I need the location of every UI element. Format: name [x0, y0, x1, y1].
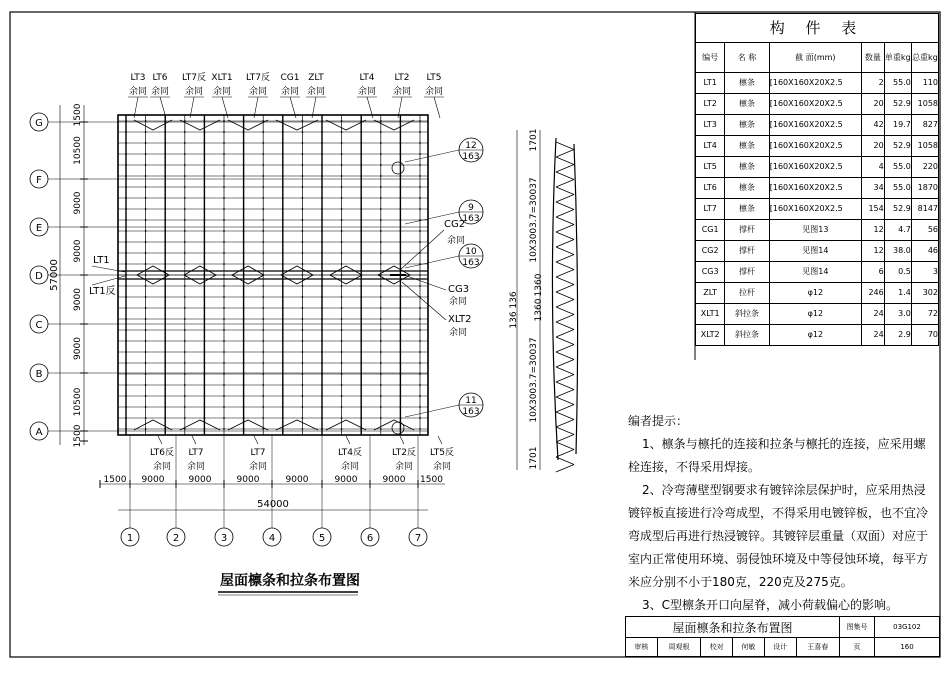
table-cell: 见图14: [769, 241, 861, 262]
table-cell: [160X160X20X2.5: [769, 94, 861, 115]
axis-bubble-7: 7: [414, 533, 422, 544]
component-table: [695, 13, 939, 346]
bottom-label-note: 余同: [432, 462, 452, 472]
table-cell: 见图13: [769, 220, 861, 241]
table-cell: 4.7: [884, 220, 911, 241]
table-cell: 302: [911, 283, 938, 304]
top-label: LT5: [426, 73, 442, 83]
axis-bubble-2: 2: [172, 533, 180, 544]
table-row: [696, 220, 939, 241]
callout-sheet: 163: [462, 214, 480, 224]
right-label-cg3-note: 余同: [449, 297, 468, 307]
bottom-label-note: 余同: [340, 462, 360, 472]
bottom-label-note: 余同: [186, 462, 206, 472]
table-cell: 72: [911, 304, 938, 325]
dim-left: 9000: [73, 288, 83, 311]
table-cell: 1.4: [884, 283, 911, 304]
table-cell: CG2: [696, 241, 725, 262]
table-cell: 4: [861, 157, 884, 178]
table-row: [696, 136, 939, 157]
table-cell: [160X160X20X2.5: [769, 178, 861, 199]
table-cell: 24: [861, 304, 884, 325]
axis-bubble-D: D: [35, 271, 43, 282]
note-item: 1、檩条与檩托的连接和拉条与檩托的连接，应采用螺栓连接，不得采用焊接。: [628, 437, 926, 474]
dim-bottom: 9000: [236, 475, 260, 485]
table-cell: ZLT: [696, 283, 725, 304]
table-row: [696, 304, 939, 325]
table-cell: LT2: [696, 94, 725, 115]
table-cell: 1058: [911, 94, 938, 115]
top-label: LT2: [394, 73, 410, 83]
col-header-id: 编号: [696, 43, 725, 73]
table-cell: 2: [861, 73, 884, 94]
top-label: LT7反: [246, 73, 270, 83]
table-cell: 42: [861, 115, 884, 136]
table-cell: 24: [861, 325, 884, 346]
truss-dim: 10X3003.7=30037: [529, 337, 539, 423]
table-row: [696, 157, 939, 178]
bottom-label: LT7: [188, 448, 204, 458]
table-cell: φ12: [769, 325, 861, 346]
dim-left: 9000: [73, 191, 83, 215]
right-label-xlt2-note: 余同: [449, 328, 468, 338]
table-row: [696, 73, 939, 94]
table-cell: 46: [911, 241, 938, 262]
table-cell: LT7: [696, 199, 725, 220]
page-label: 页: [840, 638, 875, 657]
table-cell: 70: [911, 325, 938, 346]
title-block-title: 屋面檩条和拉条布置图: [626, 617, 840, 638]
sign-name-design: 王喜春: [796, 638, 839, 657]
top-label: LT7反: [182, 73, 206, 83]
callout-number: 11: [465, 396, 477, 406]
bottom-label: LT2反: [392, 448, 416, 458]
table-cell: 檩条: [725, 178, 769, 199]
table-cell: 34: [861, 178, 884, 199]
table-cell: 1870: [911, 178, 938, 199]
dim-left-total: 57000: [49, 259, 60, 291]
table-cell: 55.0: [884, 157, 911, 178]
right-label-cg2: CG2: [444, 219, 466, 230]
table-cell: [160X160X20X2.5: [769, 199, 861, 220]
top-label: LT6: [152, 73, 168, 83]
dim-bottom: 1500: [420, 475, 443, 485]
note-item: 2、冷弯薄壁型钢要求有镀锌涂层保护时，应采用热浸镀锌板直接进行冷弯成型，不得采用电镀锌板，也不宜冷弯成型后再进行热浸镀锌。其镀锌层重量（双面）对应于室内正常使用环境、弱侵蚀环境及中等侵蚀环境，每平方米应分别不小于180克，220克及275克。: [628, 483, 929, 589]
dim-left: 1500: [73, 103, 83, 127]
table-cell: LT3: [696, 115, 725, 136]
callout-sheet: 163: [462, 152, 480, 162]
right-label-cg2-note: 余同: [447, 236, 466, 246]
truss-dim: 1360: [534, 273, 544, 297]
axis-bubble-1: 1: [126, 533, 134, 544]
dim-bottom: 9000: [334, 475, 358, 485]
top-label-note: 余同: [128, 87, 148, 97]
table-row: [696, 115, 939, 136]
col-header-name: 名 称: [725, 43, 769, 73]
sign-role-design: 设计: [764, 638, 796, 657]
table-cell: φ12: [769, 304, 861, 325]
table-cell: 1058: [911, 136, 938, 157]
sign-role-review: 审核: [626, 638, 658, 657]
table-cell: 827: [911, 115, 938, 136]
table-row: [696, 262, 939, 283]
table-cell: 38.0: [884, 241, 911, 262]
dim-left: 9000: [73, 337, 83, 360]
col-header-qty: 数量: [861, 43, 884, 73]
sign-name-review: 周观根: [657, 638, 700, 657]
dim-bottom: 9000: [188, 475, 212, 485]
sign-name-check: 何敏: [733, 638, 765, 657]
table-cell: CG3: [696, 262, 725, 283]
table-cell: 52.9: [884, 94, 911, 115]
truss-dim: 1360: [534, 298, 544, 322]
bottom-label: LT4反: [338, 448, 362, 458]
table-cell: 斜拉条: [725, 304, 769, 325]
axis-bubble-B: B: [35, 369, 43, 380]
table-cell: 3: [911, 262, 938, 283]
sign-role-check: 校对: [701, 638, 733, 657]
dim-left: 1500: [73, 424, 83, 448]
axis-bubble-6: 6: [366, 533, 374, 544]
table-cell: φ12: [769, 283, 861, 304]
note-item: 3、C型檩条开口向屋脊，减小荷载偏心的影响。: [642, 598, 899, 612]
table-cell: 246: [861, 283, 884, 304]
truss-dim: 1701: [529, 128, 539, 152]
dim-left: 9000: [73, 239, 83, 263]
table-cell: 檩条: [725, 199, 769, 220]
plan-title: 屋面檩条和拉条布置图: [220, 573, 360, 589]
table-cell: [160X160X20X2.5: [769, 115, 861, 136]
roof-truss-elevation: [552, 138, 577, 472]
top-label-note: 余同: [306, 87, 326, 97]
table-cell: 52.9: [884, 199, 911, 220]
truss-dim: 136: [509, 311, 519, 329]
table-row: [696, 325, 939, 346]
top-label-note: 余同: [184, 87, 204, 97]
dim-bottom: 1500: [103, 475, 127, 485]
right-label-xlt2: XLT2: [448, 314, 472, 325]
left-label-lt1-rev: LT1反: [89, 286, 116, 297]
table-title: 构 件 表: [696, 14, 939, 43]
truss-dim: 10X3003.7=30037: [529, 177, 539, 263]
truss-dim: 136: [509, 291, 519, 309]
axis-bubble-C: C: [35, 320, 43, 331]
table-cell: 110: [911, 73, 938, 94]
table-cell: 55.0: [884, 178, 911, 199]
table-cell: 12: [861, 220, 884, 241]
editor-notes: [628, 410, 933, 617]
table-cell: 12: [861, 241, 884, 262]
col-header-total-weight: 总重kg: [911, 43, 938, 73]
bottom-label-note: 余同: [394, 462, 414, 472]
bottom-label-note: 余同: [248, 462, 268, 472]
axis-bubble-A: A: [35, 427, 43, 438]
table-cell: 檩条: [725, 73, 769, 94]
dim-left: 10500: [73, 387, 83, 417]
truss-dim: 1701: [529, 446, 539, 470]
table-row: [696, 241, 939, 262]
table-cell: [160X160X20X2.5: [769, 136, 861, 157]
title-block: [625, 616, 940, 657]
table-cell: [160X160X20X2.5: [769, 157, 861, 178]
axis-bubble-5: 5: [318, 533, 326, 544]
top-label: ZLT: [308, 73, 324, 83]
top-label-note: 余同: [280, 87, 300, 97]
dim-bottom: 9000: [141, 475, 165, 485]
table-cell: CG1: [696, 220, 725, 241]
top-label-note: 余同: [424, 87, 444, 97]
table-cell: 撑杆: [725, 241, 769, 262]
bottom-label: LT6反: [150, 448, 174, 458]
col-header-section: 截 面(mm): [769, 43, 861, 73]
top-label-note: 余同: [357, 87, 377, 97]
dim-bottom: 9000: [285, 475, 309, 485]
table-cell: 2.9: [884, 325, 911, 346]
table-cell: 撑杆: [725, 220, 769, 241]
right-label-cg3: CG3: [448, 284, 470, 295]
table-row: [696, 283, 939, 304]
top-label-note: 余同: [392, 87, 412, 97]
table-cell: 154: [861, 199, 884, 220]
table-cell: 檩条: [725, 115, 769, 136]
table-cell: LT6: [696, 178, 725, 199]
table-cell: 8147: [911, 199, 938, 220]
table-row: [696, 94, 939, 115]
axis-bubble-4: 4: [268, 533, 276, 544]
left-label-lt1: LT1: [93, 255, 110, 266]
bottom-label-note: 余同: [152, 462, 172, 472]
table-cell: 0.5: [884, 262, 911, 283]
axis-bubble-3: 3: [220, 533, 228, 544]
top-label-note: 余同: [212, 87, 232, 97]
table-cell: 斜拉条: [725, 325, 769, 346]
table-cell: 拉杆: [725, 283, 769, 304]
dim-bottom-total: 54000: [257, 499, 289, 510]
atlas-no: 03G102: [875, 617, 940, 638]
table-cell: LT5: [696, 157, 725, 178]
notes-heading: 编者提示：: [628, 414, 689, 428]
atlas-no-label: 图集号: [840, 617, 875, 638]
table-row: [696, 178, 939, 199]
bottom-label: LT7: [250, 448, 266, 458]
top-label: XLT1: [211, 73, 233, 83]
table-cell: 55.0: [884, 73, 911, 94]
axis-bubble-F: F: [36, 175, 42, 186]
table-cell: LT1: [696, 73, 725, 94]
top-label-note: 余同: [248, 87, 268, 97]
table-cell: 檩条: [725, 94, 769, 115]
table-cell: 3.0: [884, 304, 911, 325]
table-cell: XLT2: [696, 325, 725, 346]
table-cell: 220: [911, 157, 938, 178]
col-header-unit-weight: 单重kg: [884, 43, 911, 73]
top-label-note: 余同: [150, 87, 170, 97]
callout-sheet: 163: [462, 407, 480, 417]
table-cell: 56: [911, 220, 938, 241]
dim-left: 10500: [73, 136, 83, 165]
callout-number: 10: [465, 247, 477, 257]
dim-bottom: 9000: [382, 475, 406, 485]
callout-sheet: 163: [462, 258, 480, 268]
table-cell: [160X160X20X2.5: [769, 73, 861, 94]
table-cell: 见图14: [769, 262, 861, 283]
page-no: 160: [875, 638, 940, 657]
table-cell: 撑杆: [725, 262, 769, 283]
table-cell: 檩条: [725, 157, 769, 178]
table-row: [696, 199, 939, 220]
table-cell: 20: [861, 94, 884, 115]
table-cell: LT4: [696, 136, 725, 157]
top-label: CG1: [280, 73, 300, 83]
axis-bubble-G: G: [35, 118, 43, 129]
table-cell: 6: [861, 262, 884, 283]
table-cell: XLT1: [696, 304, 725, 325]
table-cell: 52.9: [884, 136, 911, 157]
top-label: LT4: [359, 73, 375, 83]
axis-bubble-E: E: [35, 223, 43, 234]
top-label: LT3: [130, 73, 146, 83]
bottom-label: LT5反: [430, 448, 454, 458]
table-cell: 20: [861, 136, 884, 157]
callout-number: 9: [468, 203, 474, 213]
callout-number: 12: [465, 141, 477, 151]
table-cell: 19.7: [884, 115, 911, 136]
table-cell: 檩条: [725, 136, 769, 157]
